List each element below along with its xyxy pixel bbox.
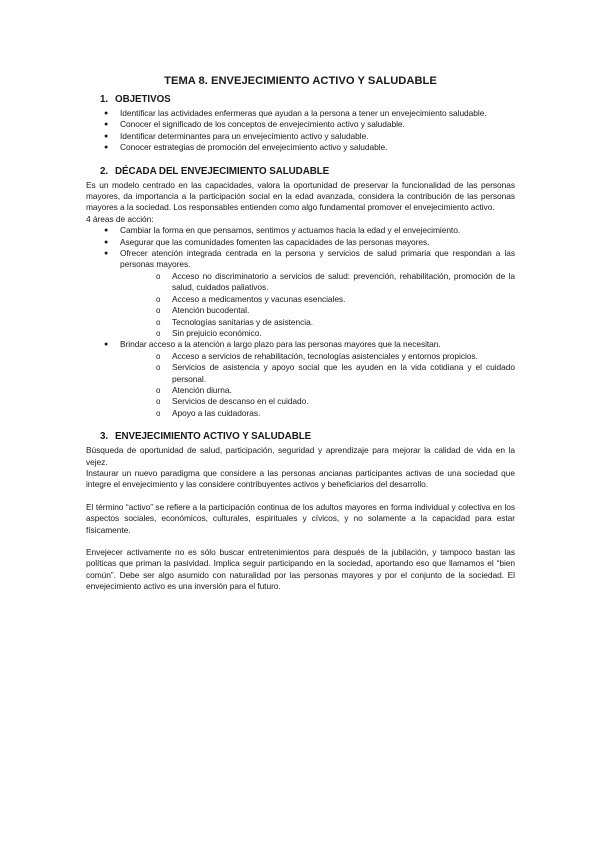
bullet-icon: ● <box>104 121 109 129</box>
circle-bullet-icon: o <box>156 385 161 395</box>
paragraph: Búsqueda de oportunidad de salud, participación, seguridad y aprendizaje para mejorar la calidad de vida en la vejez. <box>86 445 515 467</box>
circle-bullet-icon: o <box>156 294 161 304</box>
sub-list-item <box>120 328 515 339</box>
paragraph: El término “activo” se refiere a la participación continua de los adultos mayores en forma individual y colectiva en los aspectos sociales, económicos, culturales, espirituales y cívicos, y no solamente a la capacidad para estar físicamente. <box>86 501 515 535</box>
section-heading <box>100 94 515 106</box>
section-title: DÉCADA DEL ENVEJECIMIENTO SALUDABLE <box>115 165 330 177</box>
sub-list-item <box>120 408 515 419</box>
sub-list-item-text: Acceso a servicios de rehabilitación, tecnologías asistenciales y entornos propicios. <box>172 350 478 361</box>
sub-list-item-text: Acceso no discriminatorio a servicios de salud: prevención, rehabilitación, promoción de la salud, cuidados paliativos. <box>172 270 515 293</box>
sub-list-item <box>120 362 515 385</box>
list-item <box>86 108 515 119</box>
paragraph: Instaurar un nuevo paradigma que considere a las personas ancianas participantes activas de una sociedad que integre el envejecimiento y las considere contribuyentes activos y beneficiarios del desarrollo. <box>86 467 515 490</box>
sub-list-item <box>120 305 515 316</box>
sub-list-item <box>120 271 515 294</box>
sub-list-item <box>120 317 515 328</box>
areas-list <box>86 225 515 419</box>
list-item-text: Ofrecer atención integrada centrada en la persona y servicios de salud primaria que respondan a las personas mayores. <box>120 248 515 270</box>
section-number: 2. <box>100 165 109 177</box>
section-decada <box>86 166 515 420</box>
list-item <box>86 248 515 339</box>
sub-list <box>120 351 515 419</box>
sub-list-item-text: Acceso a medicamentos y vacunas esenciales. <box>172 293 346 304</box>
section-objetivos <box>86 94 515 154</box>
sub-list-item-text: Atención bucodental. <box>172 305 250 316</box>
circle-bullet-icon: o <box>156 306 161 316</box>
circle-bullet-icon: o <box>156 271 161 281</box>
page-title: TEMA 8. ENVEJECIMIENTO ACTIVO Y SALUDABLE <box>164 75 437 87</box>
bullet-icon: ● <box>104 110 109 117</box>
section-envejecimiento-activo <box>86 431 515 592</box>
list-item <box>86 142 515 153</box>
sub-list-item-text: Apoyo a las cuidadoras. <box>172 407 261 418</box>
areas-label: 4 áreas de acción: <box>86 213 154 224</box>
bullet-icon: ● <box>104 341 109 349</box>
circle-bullet-icon: o <box>156 317 161 327</box>
bullet-icon: ● <box>104 144 109 152</box>
list-item-text: Conocer el significado de los conceptos de envejecimiento activo y saludable. <box>120 119 405 130</box>
list-item-text: Brindar acceso a la atención a largo plazo para las personas mayores que la necesitan. <box>120 339 441 350</box>
list-item <box>86 237 515 248</box>
circle-bullet-icon: o <box>156 328 161 338</box>
circle-bullet-icon: o <box>156 351 161 361</box>
list-item-text: Identificar las actividades enfermeras que ayudan a la persona a tener un envejecimiento saludable. <box>120 108 487 118</box>
sub-list-item-text: Sin prejuicio económico. <box>172 327 262 338</box>
list-item <box>86 131 515 142</box>
list-item-text: Cambiar la forma en que pensamos, sentimos y actuamos hacia la edad y el envejecimiento. <box>120 225 461 236</box>
circle-bullet-icon: o <box>156 397 161 407</box>
bullet-icon: ● <box>104 250 109 258</box>
section-number: 3. <box>100 431 109 443</box>
sub-list-item-text: Atención diurna. <box>172 384 232 395</box>
circle-bullet-icon: o <box>156 363 161 373</box>
bullet-icon: ● <box>104 132 109 140</box>
section-heading <box>100 166 515 178</box>
section-heading <box>100 431 515 443</box>
list-item-text: Conocer estrategias de promoción del envejecimiento activo y saludable. <box>120 142 388 153</box>
section-title: ENVEJECIMIENTO ACTIVO Y SALUDABLE <box>115 431 312 443</box>
section-intro: Es un modelo centrado en las capacidades, valora la oportunidad de preservar la funcionalidad de las personas mayores, da importancia a la participación social en la edad avanzada, considera la contribución de las personas mayores a la sociedad. Los responsables entienden como algo fundamental promover el envejecimiento activo. <box>86 179 515 213</box>
list-item <box>86 119 515 130</box>
paragraph: Envejecer activamente no es sólo buscar entretenimientos para después de la jubilación, y tampoco bastan las políticas que priman la pasividad. Implica seguir participando en la sociedad, aportando eso que llamamos el “bien común”. Debe ser algo asumido con naturalidad por las personas mayores y por el conjunto de la sociedad. El envejecimiento activo es una inversión para el futuro. <box>86 547 515 592</box>
sub-list-item <box>120 385 515 396</box>
bullet-icon: ● <box>104 227 109 235</box>
sub-list-item-text: Servicios de asistencia y apoyo social que les ayuden en la vida cotidiana y el cuidado personal. <box>172 362 515 384</box>
objectives-list <box>86 108 515 154</box>
sub-list-item-text: Tecnologías sanitarias y de asistencia. <box>172 316 313 327</box>
list-item <box>86 225 515 236</box>
sub-list <box>120 271 515 339</box>
sub-list-item <box>120 396 515 407</box>
sub-list-item <box>120 351 515 362</box>
list-item-text: Identificar determinantes para un envejecimiento activo y saludable. <box>120 130 369 141</box>
bullet-icon: ● <box>104 238 109 246</box>
sub-list-item-text: Servicios de descanso en el cuidado. <box>172 396 309 407</box>
section-number: 1. <box>100 94 109 105</box>
section-title: OBJETIVOS <box>115 94 171 105</box>
sub-list-item <box>120 294 515 305</box>
list-item <box>86 339 515 419</box>
list-item-text: Asegurar que las comunidades fomenten las capacidades de las personas mayores. <box>120 236 430 247</box>
circle-bullet-icon: o <box>156 408 161 418</box>
